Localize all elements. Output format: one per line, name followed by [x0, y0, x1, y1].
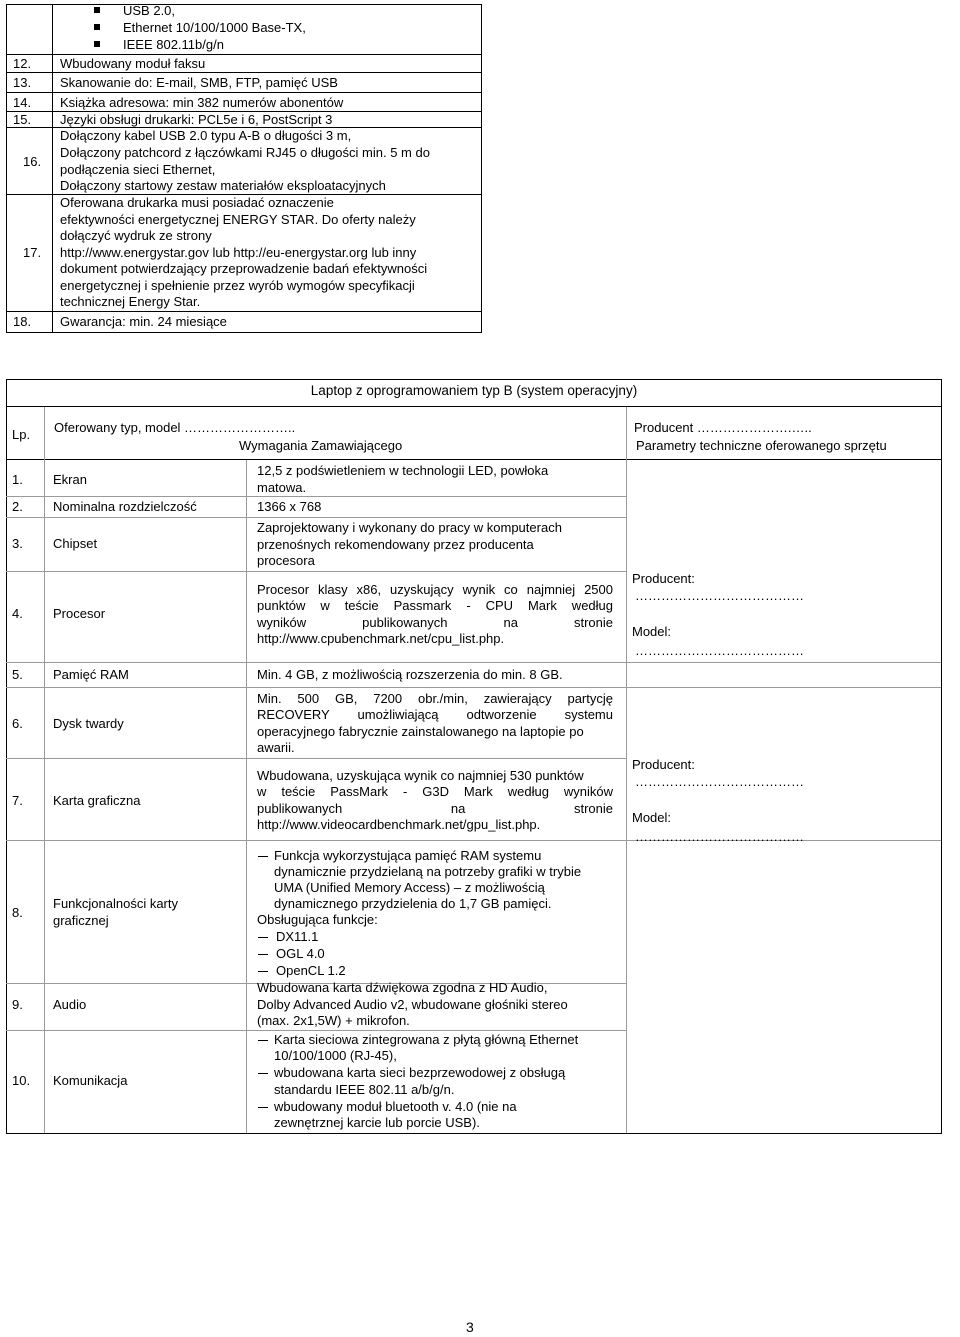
dash-icon: [258, 1040, 268, 1041]
header-offered-model: Oferowany typ, model ……………………..: [54, 420, 296, 435]
header-lp: Lp.: [12, 427, 31, 442]
row-text: efektywności energetycznej ENERGY STAR. Do oferty należy: [60, 212, 416, 227]
row-name: Komunikacja: [53, 1073, 128, 1088]
param-producer-label: Producent:: [632, 571, 695, 586]
param-model-label: Model:: [632, 624, 672, 639]
header-producer: Producent ………………….…..: [634, 420, 812, 435]
row-requirement: OGL 4.0: [276, 946, 325, 961]
row-name: Funkcjonalności karty: [53, 896, 178, 911]
row-requirement: 10/100/1000 (RJ-45),: [274, 1048, 397, 1063]
row-requirement: http://www.cpubenchmark.net/cpu_list.php.: [257, 631, 505, 646]
row-number: 8.: [12, 905, 23, 920]
row-name: Dysk twardy: [53, 716, 124, 731]
row-requirement: Zaprojektowany i wykonany do pracy w komputerach: [257, 520, 562, 535]
row-requirement: DX11.1: [276, 929, 319, 944]
param-model-dots: …………………………………: [635, 643, 804, 658]
dash-icon: [258, 954, 268, 955]
dash-icon: [258, 937, 268, 938]
row-number: 4.: [12, 606, 23, 621]
row-name: graficznej: [53, 913, 109, 928]
row-text: dokument potwierdzający przeprowadzenie badań efektywności: [60, 261, 428, 276]
row-number: 14.: [13, 95, 32, 110]
dash-icon: [258, 971, 268, 972]
row-name: Chipset: [53, 536, 98, 551]
row-requirement: http://www.videocardbenchmark.net/gpu_list.php.: [257, 817, 541, 832]
bullet-text: IEEE 802.11b/g/n: [123, 37, 224, 52]
row-name: Nominalna rozdzielczość: [53, 499, 197, 514]
row-text: Dołączony startowy zestaw materiałów eksploatacyjnych: [60, 178, 386, 193]
row-text: energetycznej i spełnienie przez wyrób wymogów specyfikacji: [60, 278, 415, 293]
row-requirement: Funkcja wykorzystująca pamięć RAM systemu: [274, 848, 542, 863]
row-text: Skanowanie do: E-mail, SMB, FTP, pamięć USB: [60, 75, 338, 90]
row-text: Oferowana drukarka musi posiadać oznaczenie: [60, 195, 334, 210]
row-number: 12.: [13, 56, 32, 71]
row-number: 16.: [23, 154, 42, 169]
row-requirement: wbudowany moduł bluetooth v. 4.0 (nie na: [274, 1099, 517, 1114]
row-number: 17.: [23, 245, 42, 260]
row-requirement: Karta sieciowa zintegrowana z płytą główną Ethernet: [274, 1032, 579, 1047]
row-requirement: 1366 x 768: [257, 499, 322, 514]
row-requirement: wbudowana karta sieci bezprzewodowej z obsługą: [274, 1065, 566, 1080]
bullet-text: USB 2.0,: [123, 3, 176, 18]
row-text: Dołączony patchcord z łączówkami RJ45 o długości min. 5 m do: [60, 145, 430, 160]
row-number: 1.: [12, 472, 23, 487]
row-requirement: operacyjnego fabrycznie zainstalowanego na laptopie po: [257, 724, 584, 739]
row-number: 7.: [12, 793, 23, 808]
row-text: Wbudowany moduł faksu: [60, 56, 206, 71]
row-number: 5.: [12, 667, 23, 682]
row-number: 10.: [12, 1073, 31, 1088]
row-text: Książka adresowa: min 382 numerów abonentów: [60, 95, 344, 110]
row-text: Gwarancja: min. 24 miesiące: [60, 314, 227, 329]
row-requirement: Dolby Advanced Audio v2, wbudowane głośniki stereo: [257, 997, 568, 1012]
bullet-icon: [94, 24, 100, 30]
param-producer-dots: …………………………………: [635, 588, 804, 603]
row-text: Języki obsługi drukarki: PCL5e i 6, PostScript 3: [60, 112, 333, 127]
bullet-text: Ethernet 10/100/1000 Base-TX,: [123, 20, 306, 35]
row-requirement: matowa.: [257, 480, 307, 495]
row-text: Dołączony kabel USB 2.0 typu A-B o długości 3 m,: [60, 128, 352, 143]
row-name: Ekran: [53, 472, 87, 487]
row-text: podłączenia sieci Ethernet,: [60, 162, 216, 177]
param-producer-dots: …………………………………: [635, 774, 804, 789]
row-requirement: OpenCL 1.2: [276, 963, 346, 978]
page-number: 3: [466, 1319, 474, 1335]
row-requirement: Min. 4 GB, z możliwością rozszerzenia do min. 8 GB.: [257, 667, 563, 682]
row-requirement: procesora: [257, 553, 315, 568]
bullet-icon: [94, 7, 100, 13]
row-name: Audio: [53, 997, 87, 1012]
row-text: http://www.energystar.gov lub http://eu-energystar.org lub inny: [60, 245, 417, 260]
row-requirement: dynamicznego przydzielenia do 1,7 GB pamięci.: [274, 896, 552, 911]
row-requirement: zewnętrznej karcie lub porcie USB).: [274, 1115, 480, 1130]
param-model-dots: …………………………………: [635, 829, 804, 844]
row-requirement: przenośnych rekomendowany przez producenta: [257, 537, 534, 552]
row-requirement: wyników publikowanych na stronie: [257, 615, 613, 630]
row-requirement: 12,5 z podświetleniem w technologii LED, powłoka: [257, 463, 549, 478]
dash-icon: [258, 1073, 268, 1074]
row-requirement: (max. 2x1,5W) + mikrofon.: [257, 1013, 410, 1028]
row-number: 15.: [13, 112, 32, 127]
row-number: 18.: [13, 314, 32, 329]
row-requirement: Procesor klasy x86, uzyskujący wynik co najmniej 2500: [257, 582, 613, 597]
row-requirement: Obsługująca funkcje:: [257, 912, 378, 927]
row-name: Procesor: [53, 606, 106, 621]
header-requirements: Wymagania Zamawiającego: [239, 438, 403, 453]
row-requirement: Wbudowana karta dźwiękowa zgodna z HD Audio,: [257, 980, 548, 995]
param-model-label: Model:: [632, 810, 672, 825]
row-number: 2.: [12, 499, 23, 514]
row-number: 9.: [12, 997, 23, 1012]
header-params: Parametry techniczne oferowanego sprzętu: [636, 438, 887, 453]
bullet-icon: [94, 41, 100, 47]
row-requirement: Min. 500 GB, 7200 obr./min, zawierający partycję: [257, 691, 613, 706]
row-number: 3.: [12, 536, 23, 551]
row-number: 6.: [12, 716, 23, 731]
dash-icon: [258, 1107, 268, 1108]
row-requirement: dynamicznie przydzielaną na potrzeby grafiki w trybie: [274, 864, 582, 879]
row-requirement: w teście PassMark - G3D Mark według wyników: [257, 784, 613, 799]
row-requirement: awarii.: [257, 740, 295, 755]
row-name: Pamięć RAM: [53, 667, 129, 682]
row-name: Karta graficzna: [53, 793, 141, 808]
param-producer-label: Producent:: [632, 757, 695, 772]
row-text: technicznej Energy Star.: [60, 294, 201, 309]
row-text: dołączyć wydruk ze strony: [60, 228, 212, 243]
table-title: Laptop z oprogramowaniem typ B (system operacyjny): [310, 383, 638, 398]
dash-icon: [258, 856, 268, 857]
row-requirement: RECOVERY umożliwiającą odtworzenie systemu: [257, 707, 613, 722]
row-requirement: UMA (Unified Memory Access) – z możliwością: [274, 880, 545, 895]
row-requirement: standardu IEEE 802.11 a/b/g/n.: [274, 1082, 455, 1097]
row-requirement: publikowanych na stronie: [257, 801, 613, 816]
row-requirement: Wbudowana, uzyskująca wynik co najmniej 530 punktów: [257, 768, 584, 783]
row-number: 13.: [13, 75, 32, 90]
row-requirement: punktów w teście Passmark - CPU Mark według: [257, 598, 613, 613]
